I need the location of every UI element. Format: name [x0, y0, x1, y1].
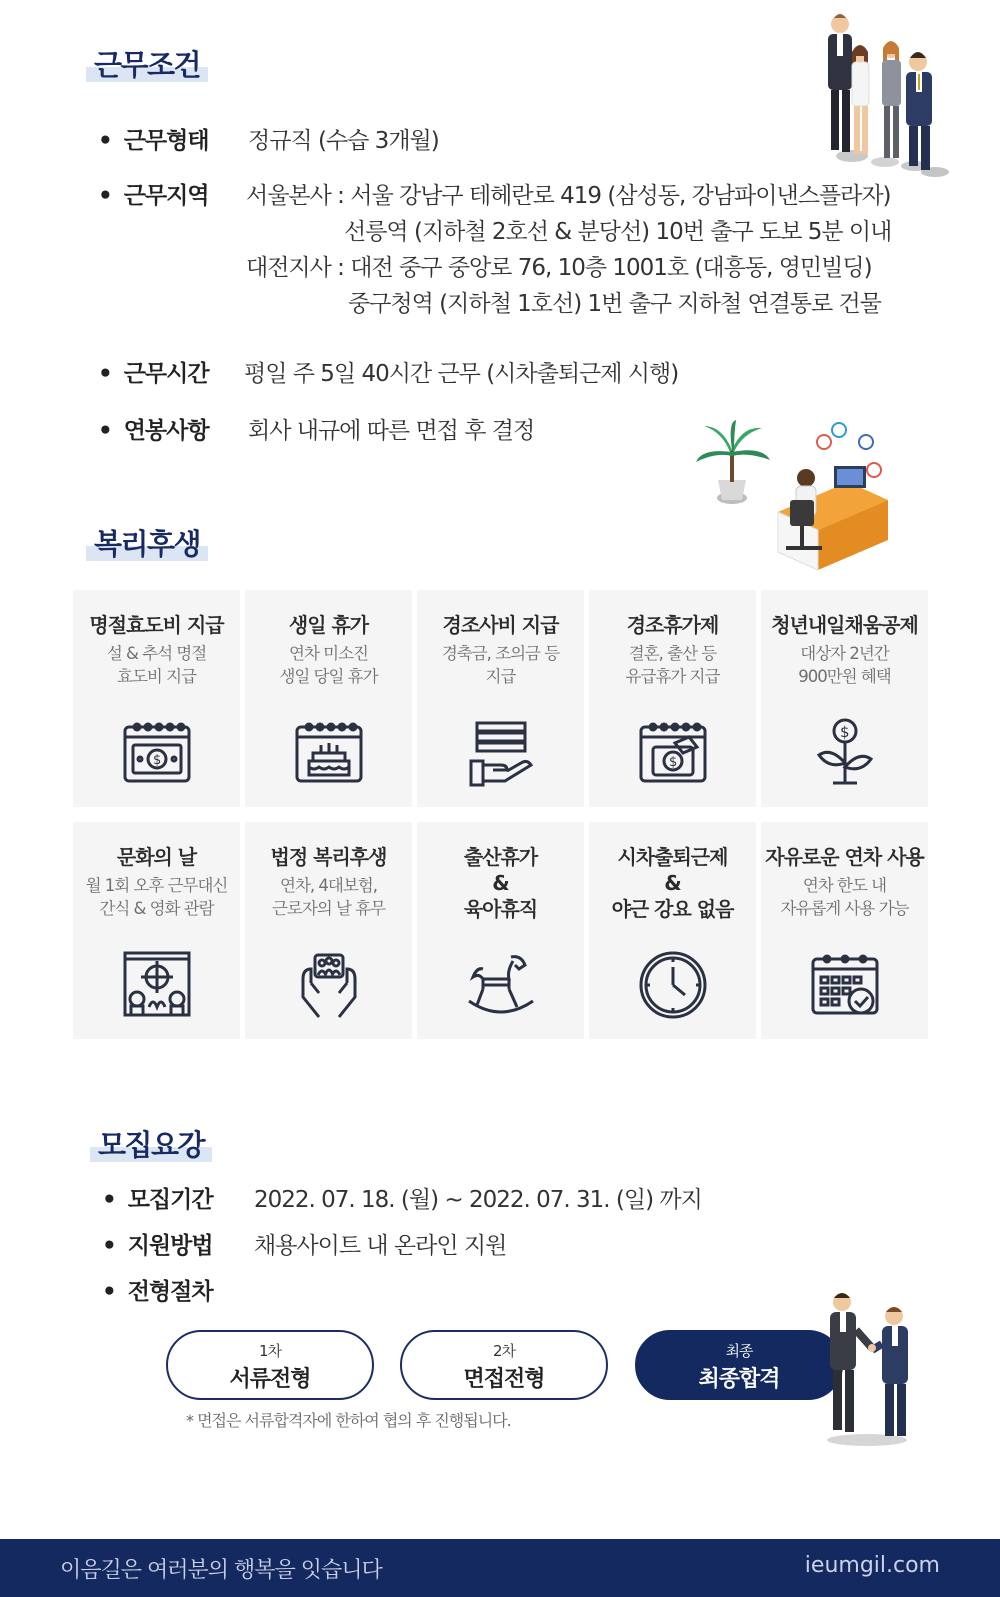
- interview-note: * 면접은 서류합격자에 한하여 협의 후 진행됩니다.: [186, 1411, 511, 1430]
- welfare-item-title: 문화의 날: [116, 845, 197, 869]
- section-title-recruit: 모집요강: [90, 1128, 212, 1162]
- step-name: 면접전형: [463, 1367, 545, 1392]
- work-type-value: 정규직 (수습 3개월): [248, 128, 439, 154]
- welfare-item-birthday-leave: [245, 590, 412, 807]
- location-line-daejeon-transit: 중구청역 (지하철 1호선) 1번 출구 지하철 연결통로 건물: [348, 291, 881, 317]
- step-document-screening: [166, 1330, 374, 1400]
- welfare-item-holiday-bonus: [73, 590, 240, 807]
- welfare-item-title: 경조휴가제: [626, 613, 719, 637]
- footer-slogan: 이음길은 여러분의 행복을 잇습니다: [60, 1558, 382, 1583]
- hand-money-icon: [463, 715, 539, 791]
- salary-value: 회사 내규에 따른 면접 후 결정: [248, 418, 535, 444]
- recruit-period-value: 2022. 07. 18. (월) ~ 2022. 07. 31. (일) 까지: [254, 1187, 702, 1213]
- welfare-item-culture-day: [73, 822, 240, 1039]
- step-number: 1차: [258, 1342, 282, 1360]
- birthday-cake-icon: [291, 715, 367, 791]
- rocking-horse-icon: [463, 947, 539, 1023]
- hands-people-icon: [291, 947, 367, 1023]
- footer-bar: [0, 1539, 1000, 1597]
- work-hours-value: 평일 주 5일 40시간 근무 (시차출퇴근제 시행): [244, 361, 679, 387]
- welfare-grid-row-2: [73, 822, 928, 1039]
- welfare-item-desc: 연차 한도 내 자유롭게 사용 가능: [780, 876, 909, 918]
- welfare-grid-row-1: [73, 590, 928, 807]
- welfare-item-maternity-leave: [417, 822, 584, 1039]
- location-line-seoul-transit: 선릉역 (지하철 2호선 & 분당선) 10번 출구 도보 5분 이내: [344, 219, 892, 245]
- step-name: 서류전형: [229, 1367, 311, 1392]
- welfare-item-desc: 연차, 4대보험, 근로자의 날 휴무: [271, 876, 386, 918]
- step-number: 2차: [492, 1342, 516, 1360]
- money-calendar-icon: [119, 715, 195, 791]
- work-location-label: • 근무지역: [98, 177, 209, 210]
- welfare-item-congrats-money: [417, 590, 584, 807]
- welfare-item-title: 자유로운 연차 사용: [765, 845, 924, 869]
- welfare-item-legal-benefits: [245, 822, 412, 1039]
- welfare-item-desc: 경축금, 조의금 등 지급: [441, 644, 560, 686]
- welfare-item-title: 법정 복리후생: [270, 845, 387, 869]
- welfare-item-title: 명절효도비 지급: [89, 613, 224, 637]
- welfare-item-desc: 월 1회 오후 근무대신 간식 & 영화 관람: [85, 876, 228, 918]
- welfare-item-flex-time: [589, 822, 756, 1039]
- money-plant-icon: [807, 715, 883, 791]
- step-number: 최종: [725, 1342, 753, 1360]
- welfare-item-title: 출산휴가 & 육아휴직: [463, 845, 538, 921]
- location-line-seoul: 서울본사 : 서울 강남구 테헤란로 419 (삼성동, 강남파이낸스플라자): [246, 183, 891, 209]
- salary-label: • 연봉사항: [98, 412, 209, 445]
- calendar-dollar-icon: [635, 715, 711, 791]
- svg-text:$: $: [839, 723, 850, 741]
- welfare-item-title: 생일 휴가: [288, 613, 369, 637]
- welfare-item-title: 시차출퇴근제 & 야근 강요 없음: [611, 845, 734, 921]
- step-interview: [400, 1330, 608, 1400]
- recruit-period-label: • 모집기간: [102, 1181, 213, 1214]
- recruit-method-label: • 지원방법: [102, 1227, 213, 1260]
- welfare-item-desc: 결혼, 출산 등 유급휴가 지급: [625, 644, 720, 686]
- office-desk-illustration: [694, 420, 894, 572]
- section-title-work: 근무조건: [86, 48, 208, 82]
- welfare-item-desc: 설 & 추석 명절 효도비 지급: [106, 644, 207, 686]
- calendar-check-icon: [807, 947, 883, 1023]
- welfare-item-free-annual-leave: [761, 822, 928, 1039]
- welfare-item-desc: 연차 미소진 생일 당일 휴가: [279, 644, 378, 686]
- svg-text:$: $: [668, 755, 677, 770]
- handshake-illustration: [812, 1290, 922, 1450]
- work-hours-label: • 근무시간: [98, 355, 209, 388]
- welfare-item-youth-savings: [761, 590, 928, 807]
- recruit-process-label: • 전형절차: [102, 1273, 213, 1306]
- section-title-welfare: 복리후생: [86, 527, 208, 561]
- movie-screen-icon: [119, 947, 195, 1023]
- work-type-label: • 근무형태: [98, 122, 209, 155]
- footer-site-link[interactable]: ieumgil.com: [804, 1553, 940, 1578]
- location-line-daejeon: 대전지사 : 대전 중구 중앙로 76, 10층 1001호 (대흥동, 영민빌딩): [246, 255, 872, 281]
- welfare-item-family-event-leave: [589, 590, 756, 807]
- step-name: 최종합격: [698, 1367, 780, 1392]
- welfare-item-title: 청년내일채움공제: [771, 613, 918, 637]
- recruit-method-value: 채용사이트 내 온라인 지원: [254, 1233, 507, 1259]
- svg-text:$: $: [152, 753, 161, 768]
- business-team-illustration: [810, 6, 960, 182]
- welfare-item-title: 경조사비 지급: [442, 613, 559, 637]
- clock-icon: [635, 947, 711, 1023]
- welfare-item-desc: 대상자 2년간 900만원 혜택: [798, 644, 891, 686]
